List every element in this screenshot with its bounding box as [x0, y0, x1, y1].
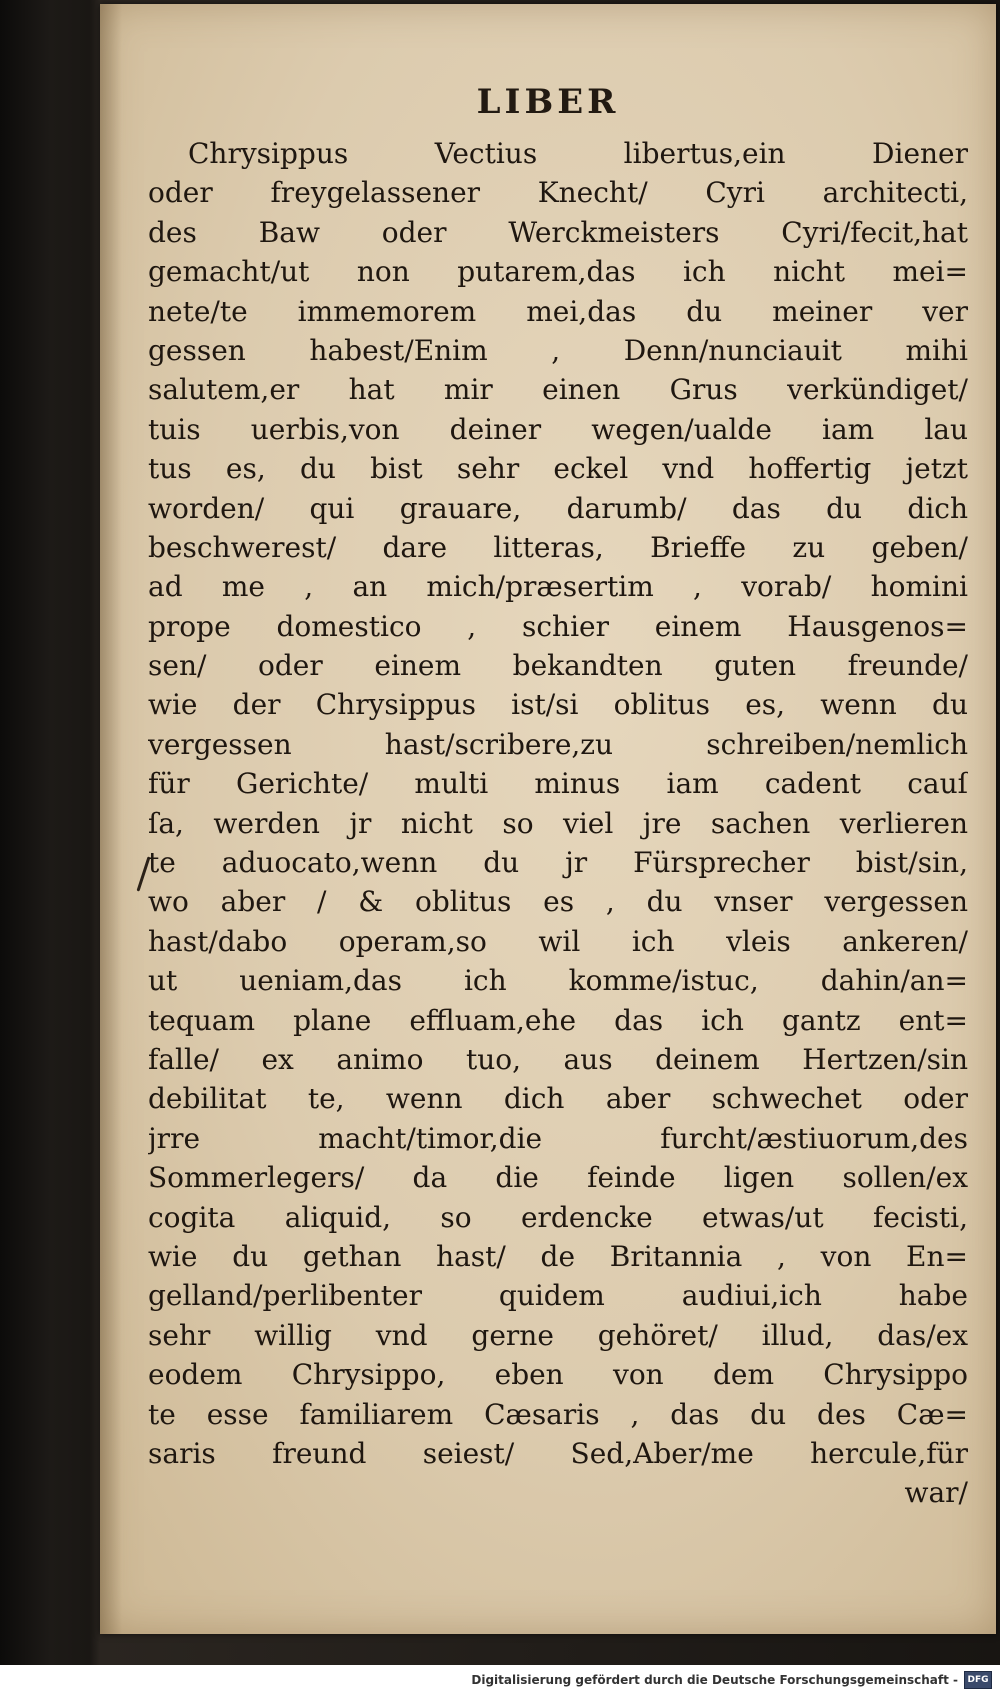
- text-line: jrre macht/timor,die furcht/æstiuorum,des: [148, 1121, 968, 1155]
- text-line: sehr willig vnd gerne gehöret/ illud, das/ex: [148, 1318, 968, 1352]
- text-line: cogita aliquid, so erdencke etwas/ut fecisti,: [148, 1200, 968, 1234]
- footer-credit: Digitalisierung gefördert durch die Deutsche Forschungsgemeinschaft -: [471, 1673, 958, 1687]
- text-line: eodem Chrysippo, eben von dem Chrysippo: [148, 1358, 968, 1392]
- text-line: te aduocato,wenn du jr Fürsprecher bist/sin,: [148, 846, 968, 880]
- text-line: prope domestico , schier einem Hausgenos=: [148, 609, 968, 643]
- text-line: saris freund seiest/ Sed,Aber/me hercule,für: [148, 1436, 968, 1470]
- text-line: wie du gethan hast/ de Britannia , von En=: [148, 1239, 968, 1273]
- text-line: sen/ oder einem bekandten guten freunde/: [148, 649, 968, 683]
- text-line: oder freygelassener Knecht/ Cyri architecti,: [148, 176, 968, 210]
- text-line: Chrysippus Vectius libertus,ein Diener: [188, 137, 968, 170]
- text-line: vergessen hast/scribere,zu schreiben/nemlich: [148, 727, 968, 761]
- digitization-footer: [0, 1665, 1000, 1695]
- running-head: LIBER: [476, 82, 620, 122]
- text-line: gemacht/ut non putarem,das ich nicht mei=: [148, 255, 968, 289]
- text-line: gessen habest/Enim , Denn/nunciauit mihi: [148, 333, 968, 367]
- text-line: salutem,er hat mir einen Grus verkündiget/: [148, 373, 968, 407]
- text-line: ut ueniam,das ich komme/istuc, dahin/an=: [148, 964, 968, 998]
- paper-page: [100, 4, 996, 1634]
- text-line: te esse familiarem Cæsaris , das du des Cæ=: [148, 1397, 968, 1431]
- text-line: tus es, du bist sehr eckel vnd hoffertig jetzt: [148, 452, 968, 486]
- text-line: beschwerest/ dare litteras, Brieffe zu geben/: [148, 530, 968, 564]
- text-line: ſa, werden jr nicht so viel jre sachen verlieren: [148, 806, 968, 840]
- text-line: wo aber / & oblitus es , du vnser vergessen: [148, 885, 968, 919]
- text-block: [148, 134, 968, 1513]
- text-line: für Gerichte/ multi minus iam cadent cauſ: [148, 767, 968, 801]
- catchword: war/: [904, 1476, 968, 1510]
- text-line: Sommerlegers/ da die feinde ligen sollen/ex: [148, 1161, 968, 1195]
- text-line: wie der Chrysippus ist/si oblitus es, wenn du: [148, 688, 968, 722]
- text-line: des Baw oder Werckmeisters Cyri/fecit,hat: [148, 215, 968, 249]
- text-line: worden/ qui grauare, darumb/ das du dich: [148, 491, 968, 525]
- text-line: tequam plane effluam,ehe das ich gantz ent=: [148, 1003, 968, 1037]
- text-line: tuis uerbis,von deiner wegen/ualde iam lau: [148, 412, 968, 446]
- text-line: ad me , an mich/præsertim , vorab/ homini: [148, 570, 968, 604]
- text-line: nete/te immemorem mei,das du meiner ver: [148, 294, 968, 328]
- text-line: debilitat te, wenn dich aber schwechet oder: [148, 1082, 968, 1116]
- text-line: falle/ ex animo tuo, aus deinem Hertzen/sin: [148, 1042, 968, 1076]
- dfg-logo: DFG: [964, 1671, 992, 1689]
- text-line: hast/dabo operam,so wil ich vleis ankeren/: [148, 924, 968, 958]
- text-line: gelland/perlibenter quidem audiui,ich habe: [148, 1279, 968, 1313]
